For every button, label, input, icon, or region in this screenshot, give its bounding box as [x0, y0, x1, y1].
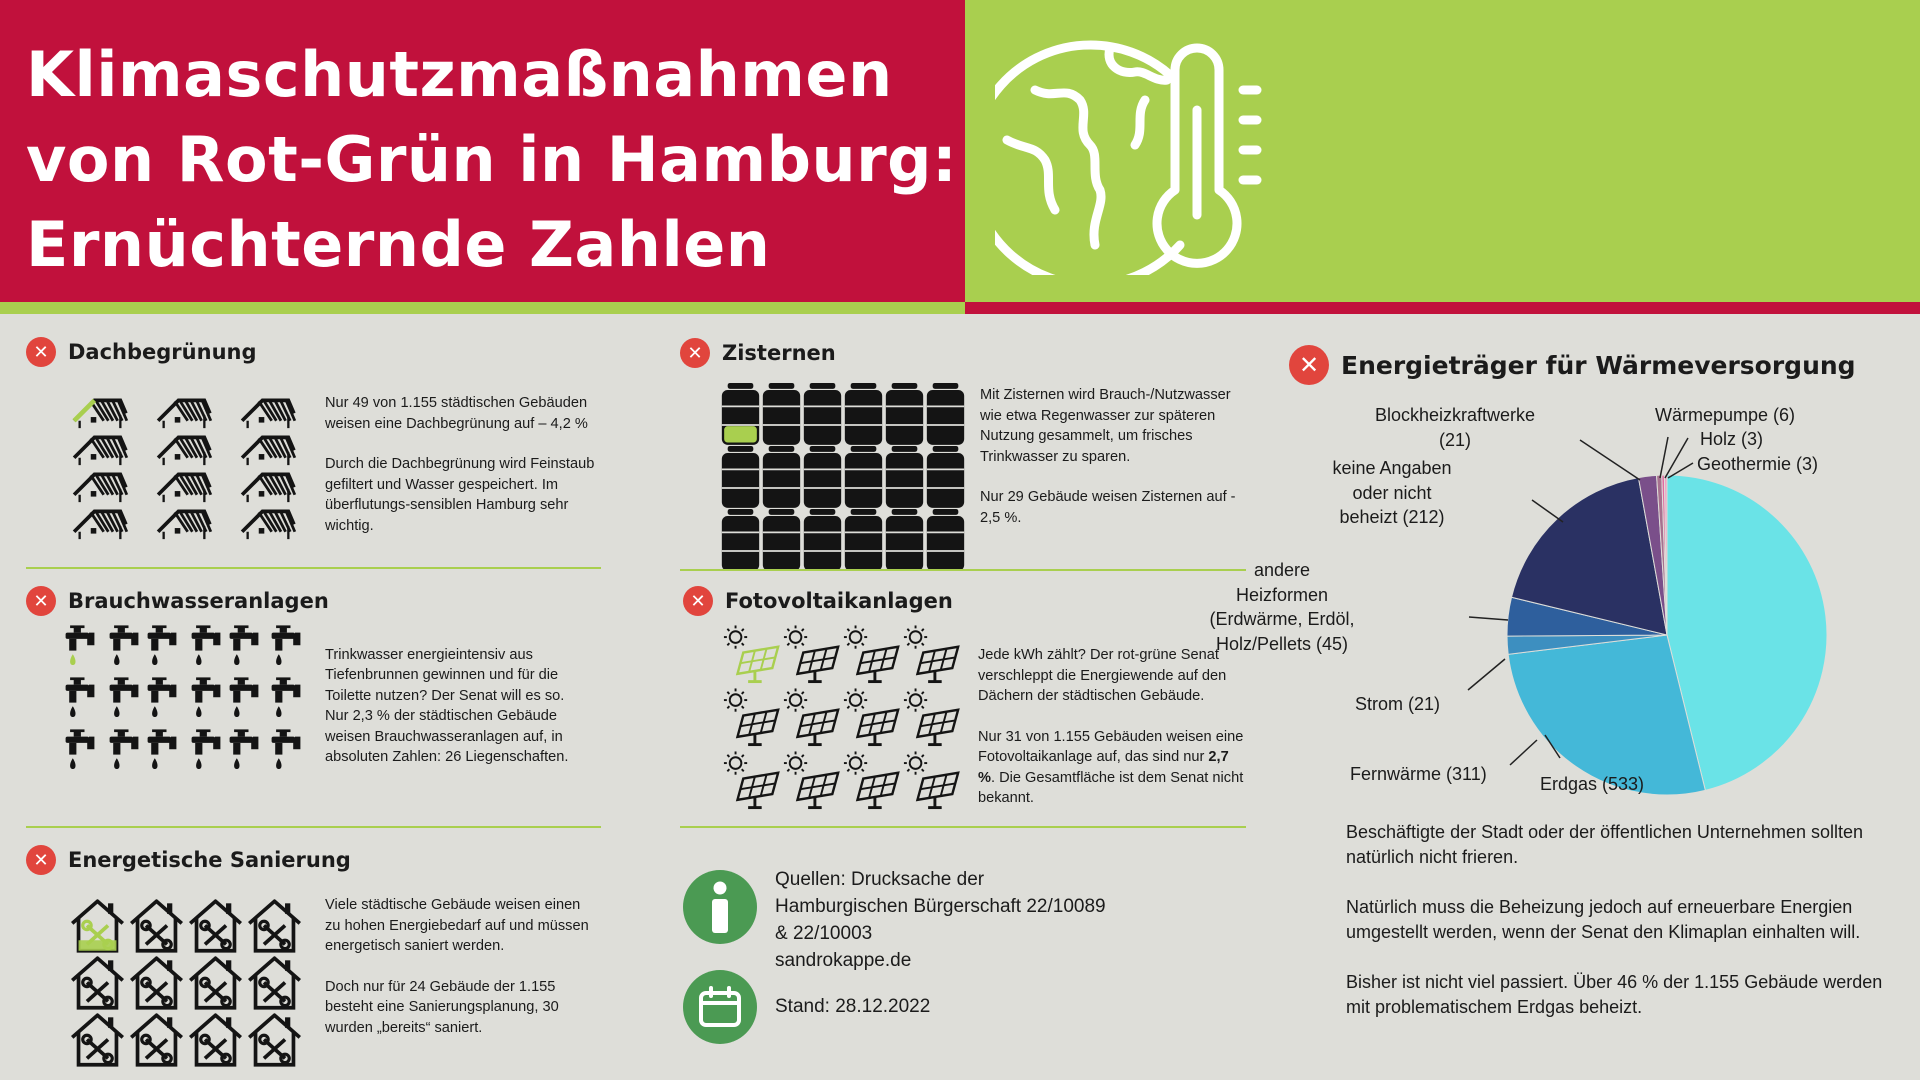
paragraph: Doch nur für 24 Gebäude der 1.155 besteht eine Sanierungsplanung, 30 wurden „bereits“ saniert. [325, 978, 559, 1036]
water-tap-icon [268, 677, 304, 721]
water-tank-icon [884, 446, 925, 509]
roof-icon [226, 430, 310, 467]
solar-panel-icon [842, 686, 902, 749]
roof-icon [142, 430, 226, 467]
house-tools-icon [127, 1012, 186, 1069]
house-tools-icon-grid [68, 898, 304, 1068]
pie-label: Geothermie (3) [1697, 454, 1819, 474]
close-icon: ✕ [680, 338, 710, 368]
calendar-icon [683, 970, 757, 1044]
section-brauch-text [325, 624, 595, 788]
roof-icon [58, 393, 142, 430]
water-tank-icon [802, 446, 843, 509]
water-tap-icon [188, 677, 224, 721]
water-tap-icon [144, 677, 180, 721]
water-tap-icon [62, 625, 98, 669]
water-tank-icon [761, 509, 802, 572]
pie-label: Strom (21) [1355, 694, 1441, 714]
solar-panel-icon [782, 749, 842, 812]
roof-icon-grid [58, 393, 314, 545]
water-tank-icon [802, 509, 843, 572]
water-tank-icon [925, 446, 966, 509]
close-icon: ✕ [1289, 345, 1329, 385]
water-tap-icon [226, 677, 262, 721]
water-tank-icon [843, 509, 884, 572]
paragraph: Bisher ist nicht viel passiert. Über 46 % der 1.155 Gebäude werden mit problematischem Erdgas beheizt. [1346, 972, 1883, 1017]
sources-line: Hamburgischen Bürgerschaft 22/10089 [775, 896, 1106, 917]
paragraph: Jede kWh zählt? Der rot-grüne Senat verschleppt die Energiewende auf den Dächern der städtischen Gebäude. [978, 647, 1227, 704]
section-title: Zisternen [722, 341, 836, 365]
solar-panel-icon [782, 686, 842, 749]
earth-thermometer-icon [995, 30, 1270, 275]
water-tap-icon [106, 625, 142, 669]
roof-icon [58, 504, 142, 541]
header-stripe-red [965, 302, 1920, 314]
house-tools-icon [127, 898, 186, 955]
water-tank-icon [720, 446, 761, 509]
water-tap-icon [226, 729, 262, 773]
section-sanierung-heading [26, 845, 351, 875]
paragraph: Trinkwasser energieintensiv aus Tiefenbrunnen gewinnen und für die Toilette nutzen? Der Senat will es so. Nur 2,3 % der städtischen Gebäude weisen Brauchwasseranlagen auf, in absoluten Zahlen: 26 Liegenschaften. [325, 646, 569, 765]
paragraph: Natürlich muss die Beheizung jedoch auf erneuerbare Energien umgestellt werden, wenn der Senat den Klimaplan einhalten will. [1346, 897, 1861, 942]
solar-panel-icon [782, 623, 842, 686]
paragraph: Nur 49 von 1.155 städtischen Gebäuden weisen eine Dachbegrünung auf – 4,2 % [325, 395, 588, 432]
house-tools-icon [127, 955, 186, 1012]
close-icon: ✕ [26, 586, 56, 616]
sources-text [775, 866, 1195, 974]
paragraph: Beschäftigte der Stadt oder der öffentlichen Unternehmen sollten natürlich nicht frieren. [1346, 822, 1863, 867]
house-tools-icon [245, 1012, 304, 1069]
house-tools-icon [245, 898, 304, 955]
solar-panel-icon [722, 623, 782, 686]
water-tank-icon-grid [720, 383, 962, 568]
pie-label: Blockheizkraftwerke (21) [1374, 405, 1536, 450]
roof-icon [58, 430, 142, 467]
pie-label: Erdgas (533) [1540, 774, 1645, 794]
pie-label: andere Heizformen (Erdwärme, Erdöl, Holz/Pellets (45) [1209, 560, 1355, 654]
section-foto-text [978, 645, 1248, 809]
water-tap-icon [144, 625, 180, 669]
water-tank-icon [761, 446, 802, 509]
section-title: Brauchwasseranlagen [68, 589, 329, 613]
water-tap-icon [268, 729, 304, 773]
water-tank-icon [843, 446, 884, 509]
paragraph: Durch die Dachbegrünung wird Feinstaub gefiltert und Wasser gespeichert. Im überflutungs-sensiblen Hamburg sehr wichtig. [325, 456, 595, 534]
roof-icon [226, 467, 310, 504]
solar-panel-icon [722, 749, 782, 812]
roof-icon [226, 504, 310, 541]
water-tap-icon [106, 729, 142, 773]
section-sanierung-text [325, 895, 595, 1038]
water-tap-icon [226, 625, 262, 669]
house-tools-icon [68, 955, 127, 1012]
solar-panel-icon [902, 749, 962, 812]
solar-panel-icon-grid [722, 623, 962, 813]
roof-icon [142, 393, 226, 430]
sources-line: Quellen: Drucksache der [775, 869, 985, 890]
divider [26, 826, 601, 828]
roof-icon [226, 393, 310, 430]
roof-icon [58, 467, 142, 504]
highlight-percentage: 2,7 % [978, 749, 1229, 786]
roof-icon [142, 467, 226, 504]
section-title: Fotovoltaikanlagen [725, 589, 953, 613]
title-line-1: Klimaschutzmaßnahmen [26, 38, 893, 111]
water-tank-icon [720, 509, 761, 572]
water-tap-icon [188, 625, 224, 669]
pie-label: Holz (3) [1700, 429, 1764, 449]
divider [680, 826, 1246, 828]
paragraph: Nur 31 von 1.155 Gebäuden weisen eine Fotovoltaikanlage auf, das sind nur 2,7 %. Die Gesamtfläche ist dem Senat nicht bekannt. [978, 728, 1244, 806]
info-icon [683, 870, 757, 944]
water-tank-icon [720, 383, 761, 446]
pie-label: keine Angaben oder nicht beheizt (212) [1332, 458, 1452, 527]
section-dach-text [325, 393, 595, 536]
solar-panel-icon [902, 686, 962, 749]
water-tank-icon [761, 383, 802, 446]
solar-panel-icon [902, 623, 962, 686]
section-title: Energieträger für Wärmeversorgung [1341, 350, 1856, 380]
paragraph: Viele städtische Gebäude weisen einen zu hohen Energiebedarf auf und müssen energetisch saniert werden. [325, 897, 589, 954]
water-tap-icon [144, 729, 180, 773]
date-stamp: Stand: 28.12.2022 [775, 996, 931, 1017]
close-icon: ✕ [683, 586, 713, 616]
water-tap-icon [188, 729, 224, 773]
section-foto-heading [683, 586, 953, 616]
section-brauch-heading [26, 586, 329, 616]
section-zisternen-text [980, 385, 1245, 528]
water-tank-icon [925, 383, 966, 446]
header-stripe-green [0, 302, 965, 314]
sources-link[interactable]: sandrokappe.de [775, 950, 912, 971]
section-title: Energetische Sanierung [68, 848, 351, 872]
water-tank-icon [884, 509, 925, 572]
section-title: Dachbegrünung [68, 340, 257, 364]
divider [26, 567, 601, 569]
paragraph: Mit Zisternen wird Brauch-/Nutzwasser wie etwa Regenwasser zur späteren Nutzung gesammelt, um frisches Trinkwasser zu sparen. [980, 387, 1231, 465]
pie-label: Wärmepumpe (6) [1655, 405, 1796, 425]
house-tools-icon [245, 955, 304, 1012]
close-icon: ✕ [26, 845, 56, 875]
solar-panel-icon [842, 749, 902, 812]
section-zisternen-heading [680, 338, 836, 368]
house-tools-icon [68, 898, 127, 955]
section-dach-heading [26, 337, 257, 367]
close-icon: ✕ [26, 337, 56, 367]
water-tank-icon [802, 383, 843, 446]
water-tank-icon [925, 509, 966, 572]
sources-line: & 22/10003 [775, 923, 873, 944]
water-tank-icon [884, 383, 925, 446]
divider [680, 569, 1246, 571]
house-tools-icon [186, 1012, 245, 1069]
water-tap-icon [106, 677, 142, 721]
section-energy-heading [1289, 345, 1856, 385]
water-tap-icon [62, 677, 98, 721]
paragraph: Nur 29 Gebäude weisen Zisternen auf - 2,5 %. [980, 489, 1236, 526]
water-tank-icon [843, 383, 884, 446]
page-title [26, 32, 957, 287]
solar-panel-icon [722, 686, 782, 749]
house-tools-icon [68, 1012, 127, 1069]
water-tap-icon [62, 729, 98, 773]
roof-icon [142, 504, 226, 541]
solar-panel-icon [842, 623, 902, 686]
house-tools-icon [186, 955, 245, 1012]
pie-label: Fernwärme (311) [1350, 764, 1487, 784]
house-tools-icon [186, 898, 245, 955]
energy-text [1346, 820, 1886, 1045]
title-line-3: Ernüchternde Zahlen [26, 208, 771, 281]
water-tap-icon [268, 625, 304, 669]
water-tap-icon-grid [62, 625, 307, 780]
title-line-2: von Rot-Grün in Hamburg: [26, 123, 958, 196]
